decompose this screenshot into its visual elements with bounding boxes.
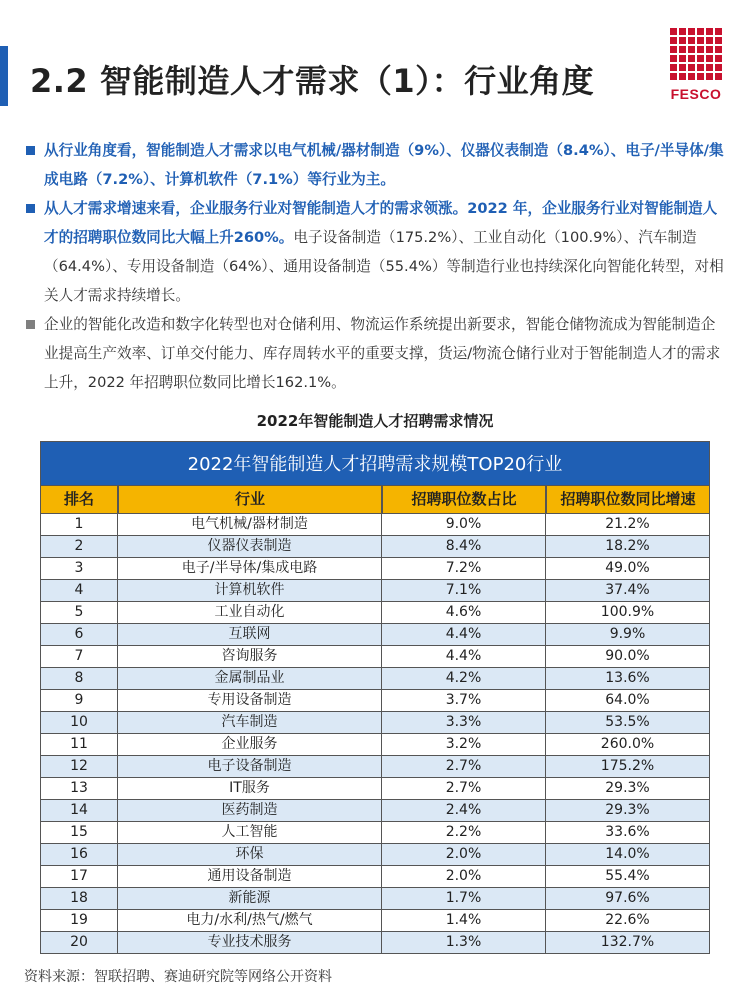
page-title: 2.2 智能制造人才需求（1）：行业角度 — [30, 62, 595, 100]
cell-rank: 16 — [40, 844, 118, 866]
cell-industry: 工业自动化 — [118, 602, 382, 624]
table-row — [40, 536, 710, 558]
table-row — [40, 778, 710, 800]
logo-dot — [679, 28, 686, 35]
table-row — [40, 668, 710, 690]
cell-rank: 5 — [40, 602, 118, 624]
title-accent-bar — [0, 46, 8, 106]
cell-share: 7.1% — [382, 580, 546, 602]
cell-industry: 咨询服务 — [118, 646, 382, 668]
cell-industry: 医药制造 — [118, 800, 382, 822]
logo-dot — [706, 37, 713, 44]
cell-share: 2.7% — [382, 778, 546, 800]
logo-dot — [670, 55, 677, 62]
logo-dot — [715, 37, 722, 44]
cell-rank: 19 — [40, 910, 118, 932]
table-row — [40, 800, 710, 822]
cell-rank: 1 — [40, 514, 118, 536]
cell-growth: 14.0% — [546, 844, 710, 866]
cell-share: 2.4% — [382, 800, 546, 822]
table-row — [40, 690, 710, 712]
industry-table — [40, 441, 710, 954]
cell-growth: 97.6% — [546, 888, 710, 910]
logo-dot — [697, 55, 704, 62]
column-header-industry: 行业 — [118, 486, 382, 514]
cell-share: 8.4% — [382, 536, 546, 558]
cell-rank: 7 — [40, 646, 118, 668]
bullet-text: 电子设备制造（175.2%）、工业自动化（100.9%）、汽车制造（64.4%）、专用设备制造（64%）、通用设备制造（55.4%）等制造行业也持续深化向智能化转型，对相关人才需求持续增长。 — [44, 229, 724, 304]
logo-dot — [679, 73, 686, 80]
cell-rank: 8 — [40, 668, 118, 690]
cell-industry: 企业服务 — [118, 734, 382, 756]
fesco-logo — [666, 28, 726, 104]
cell-share: 9.0% — [382, 514, 546, 536]
logo-dot — [697, 28, 704, 35]
table-row — [40, 822, 710, 844]
logo-dot — [679, 37, 686, 44]
bullet-list — [24, 136, 724, 397]
cell-share: 1.3% — [382, 932, 546, 954]
cell-industry: 环保 — [118, 844, 382, 866]
cell-industry: IT服务 — [118, 778, 382, 800]
cell-industry: 电子设备制造 — [118, 756, 382, 778]
logo-dot — [697, 46, 704, 53]
cell-rank: 9 — [40, 690, 118, 712]
cell-rank: 12 — [40, 756, 118, 778]
cell-industry: 金属制品业 — [118, 668, 382, 690]
column-header-rank: 排名 — [40, 486, 118, 514]
cell-share: 2.2% — [382, 822, 546, 844]
cell-industry: 人工智能 — [118, 822, 382, 844]
cell-share: 4.6% — [382, 602, 546, 624]
cell-rank: 4 — [40, 580, 118, 602]
logo-text: FESCO — [670, 86, 722, 102]
cell-share: 2.7% — [382, 756, 546, 778]
table-body — [40, 514, 710, 954]
table-header-row — [40, 486, 710, 514]
cell-growth: 9.9% — [546, 624, 710, 646]
logo-dot — [697, 37, 704, 44]
logo-dot — [679, 46, 686, 53]
cell-industry: 通用设备制造 — [118, 866, 382, 888]
logo-dot — [679, 64, 686, 71]
cell-growth: 132.7% — [546, 932, 710, 954]
table-row — [40, 910, 710, 932]
cell-share: 3.3% — [382, 712, 546, 734]
cell-industry: 电气机械/器材制造 — [118, 514, 382, 536]
source-note: 资料来源：智联招聘、赛迪研究院等网络公开资料 — [24, 969, 332, 985]
cell-share: 3.2% — [382, 734, 546, 756]
table-row — [40, 932, 710, 954]
bullet-square-icon — [26, 146, 35, 155]
table-row — [40, 602, 710, 624]
cell-industry: 互联网 — [118, 624, 382, 646]
logo-dot — [715, 55, 722, 62]
cell-share: 1.7% — [382, 888, 546, 910]
cell-growth: 22.6% — [546, 910, 710, 932]
table-title: 2022年智能制造人才招聘需求规模TOP20行业 — [40, 441, 710, 486]
logo-dot — [697, 73, 704, 80]
cell-rank: 20 — [40, 932, 118, 954]
cell-growth: 33.6% — [546, 822, 710, 844]
column-header-share: 招聘职位数占比 — [382, 486, 546, 514]
cell-growth: 90.0% — [546, 646, 710, 668]
bullet-highlight: 从人才需求增速来看，企业服务行业对智能制造人才的需求领涨。2022 年，企业服务行业对智能制造人才的招聘职位数同比大幅上升260%。 — [44, 200, 718, 246]
logo-dot — [688, 37, 695, 44]
logo-dot — [670, 37, 677, 44]
logo-dot — [688, 64, 695, 71]
cell-growth: 53.5% — [546, 712, 710, 734]
table-row — [40, 580, 710, 602]
cell-rank: 6 — [40, 624, 118, 646]
cell-share: 2.0% — [382, 844, 546, 866]
bullet-square-icon — [26, 204, 35, 213]
cell-share: 4.2% — [382, 668, 546, 690]
cell-industry: 电子/半导体/集成电路 — [118, 558, 382, 580]
logo-dot — [679, 55, 686, 62]
logo-dot — [688, 55, 695, 62]
cell-rank: 14 — [40, 800, 118, 822]
logo-dot — [715, 64, 722, 71]
cell-share: 2.0% — [382, 866, 546, 888]
cell-share: 1.4% — [382, 910, 546, 932]
cell-industry: 专业技术服务 — [118, 932, 382, 954]
cell-industry: 仪器仪表制造 — [118, 536, 382, 558]
table-row — [40, 866, 710, 888]
table-row — [40, 712, 710, 734]
cell-industry: 计算机软件 — [118, 580, 382, 602]
cell-rank: 10 — [40, 712, 118, 734]
table-row — [40, 888, 710, 910]
cell-rank: 2 — [40, 536, 118, 558]
cell-growth: 13.6% — [546, 668, 710, 690]
cell-share: 7.2% — [382, 558, 546, 580]
cell-rank: 17 — [40, 866, 118, 888]
logo-dot — [715, 28, 722, 35]
cell-rank: 3 — [40, 558, 118, 580]
cell-growth: 29.3% — [546, 778, 710, 800]
logo-dot — [706, 64, 713, 71]
logo-dot — [706, 73, 713, 80]
bullet-text: 企业的智能化改造和数字化转型也对仓储利用、物流运作系统提出新要求，智能仓储物流成为智能制造企业提高生产效率、订单交付能力、库存周转水平的重要支撑，货运/物流仓储行业对于智能制造人才的需求上升，2022 年招聘职位数同比增长162.1%。 — [44, 316, 721, 391]
bullet-square-icon — [26, 320, 35, 329]
cell-share: 4.4% — [382, 646, 546, 668]
logo-dot — [670, 46, 677, 53]
table-row — [40, 734, 710, 756]
logo-dot-grid-icon — [670, 28, 722, 78]
logo-dot — [670, 28, 677, 35]
logo-dot — [715, 73, 722, 80]
cell-growth: 18.2% — [546, 536, 710, 558]
cell-growth: 37.4% — [546, 580, 710, 602]
cell-industry: 电力/水利/热气/燃气 — [118, 910, 382, 932]
cell-industry: 新能源 — [118, 888, 382, 910]
table-row — [40, 646, 710, 668]
table-row — [40, 514, 710, 536]
table-row — [40, 558, 710, 580]
bullet-highlight: 从行业角度看，智能制造人才需求以电气机械/器材制造（9%）、仪器仪表制造（8.4%）、电子/半导体/集成电路（7.2%）、计算机软件（7.1%）等行业为主。 — [44, 142, 724, 188]
logo-dot — [715, 46, 722, 53]
logo-dot — [670, 64, 677, 71]
cell-growth: 64.0% — [546, 690, 710, 712]
logo-dot — [688, 73, 695, 80]
bullet-item — [24, 136, 724, 194]
cell-growth: 29.3% — [546, 800, 710, 822]
logo-dot — [688, 28, 695, 35]
cell-industry: 汽车制造 — [118, 712, 382, 734]
cell-share: 4.4% — [382, 624, 546, 646]
logo-dot — [688, 46, 695, 53]
cell-industry: 专用设备制造 — [118, 690, 382, 712]
table-row — [40, 624, 710, 646]
cell-rank: 11 — [40, 734, 118, 756]
logo-dot — [670, 73, 677, 80]
logo-dot — [706, 28, 713, 35]
cell-rank: 15 — [40, 822, 118, 844]
column-header-growth: 招聘职位数同比增速 — [546, 486, 710, 514]
cell-growth: 260.0% — [546, 734, 710, 756]
logo-dot — [706, 55, 713, 62]
page-header — [0, 38, 750, 120]
cell-growth: 175.2% — [546, 756, 710, 778]
table-row — [40, 844, 710, 866]
cell-growth: 21.2% — [546, 514, 710, 536]
table-caption: 2022年智能制造人才招聘需求情况 — [256, 412, 494, 430]
bullet-item — [24, 194, 724, 310]
cell-growth: 55.4% — [546, 866, 710, 888]
cell-rank: 18 — [40, 888, 118, 910]
cell-growth: 49.0% — [546, 558, 710, 580]
cell-rank: 13 — [40, 778, 118, 800]
logo-dot — [706, 46, 713, 53]
bullet-item — [24, 310, 724, 397]
logo-dot — [697, 64, 704, 71]
table-row — [40, 756, 710, 778]
cell-share: 3.7% — [382, 690, 546, 712]
cell-growth: 100.9% — [546, 602, 710, 624]
